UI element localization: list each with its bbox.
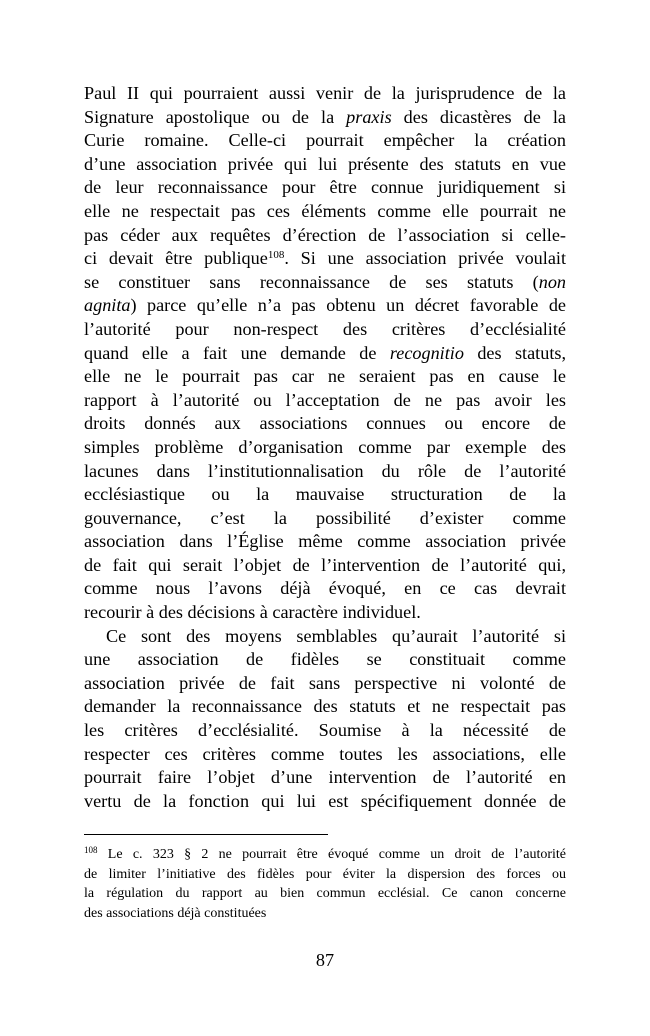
text-line bbox=[84, 601, 566, 625]
text-line bbox=[84, 82, 566, 106]
text-line bbox=[84, 695, 566, 719]
text-run: pas céder aux requêtes d’érection de l’association si celle- bbox=[84, 224, 566, 245]
text-run: Ce sont des moyens semblables qu’aurait l’autorité si bbox=[106, 625, 566, 646]
text-line bbox=[84, 577, 566, 601]
text-line bbox=[84, 247, 566, 271]
text-run: respecter ces critères comme toutes les associations, elle bbox=[84, 743, 566, 764]
text-line bbox=[84, 106, 566, 130]
text-run: une association de fidèles se constituait comme bbox=[84, 649, 566, 670]
text-line bbox=[84, 200, 566, 224]
italic-term: non bbox=[538, 271, 566, 292]
text-run: de fait qui serait l’objet de l’intervention de l’autorité qui, bbox=[84, 554, 566, 575]
text-run: d’une association privée qui lui présente des statuts en vue bbox=[84, 153, 566, 174]
text-run: l’autorité pour non-respect des critères d’ecclésialité bbox=[84, 318, 566, 339]
footnote bbox=[84, 845, 566, 923]
text-line bbox=[84, 176, 566, 200]
footnote-line bbox=[84, 904, 566, 924]
text-line bbox=[84, 342, 566, 366]
text-line bbox=[84, 436, 566, 460]
text-line bbox=[84, 790, 566, 814]
text-line bbox=[84, 672, 566, 696]
italic-term: recognitio bbox=[389, 342, 464, 363]
text-line bbox=[84, 460, 566, 484]
text-run: de leur reconnaissance pour être connue juridiquement si bbox=[84, 177, 566, 198]
footnote-separator bbox=[84, 834, 328, 835]
text-line bbox=[84, 129, 566, 153]
italic-term: agnita bbox=[84, 295, 131, 316]
text-run: ci devait être publique bbox=[84, 248, 268, 269]
text-run: recourir à des décisions à caractère individuel. bbox=[84, 602, 421, 623]
text-run: association dans l’Église même comme association privée bbox=[84, 531, 566, 552]
text-run: lacunes dans l’institutionnalisation du rôle de l’autorité bbox=[84, 460, 566, 481]
text-run: ecclésiastique ou la mauvaise structuration de la bbox=[84, 484, 566, 505]
text-line bbox=[84, 554, 566, 578]
text-line bbox=[84, 483, 566, 507]
text-run: pourrait faire l’objet d’une intervention de l’autorité en bbox=[84, 767, 566, 788]
text-run: Signature apostolique ou de la bbox=[84, 106, 347, 127]
text-line bbox=[84, 271, 566, 295]
text-run: . Si une association privée voulait bbox=[284, 248, 566, 269]
text-run: vertu de la fonction qui lui est spécifiquement donnée de bbox=[84, 790, 566, 811]
text-line bbox=[84, 294, 566, 318]
text-line bbox=[84, 530, 566, 554]
text-run: Curie romaine. Celle-ci pourrait empêcher la création bbox=[84, 130, 566, 151]
footnote-line bbox=[84, 884, 566, 904]
text-run: des statuts, bbox=[463, 342, 566, 363]
text-run: gouvernance, c’est la possibilité d’exister comme bbox=[84, 507, 566, 528]
text-run: des dicastères de la bbox=[391, 106, 566, 127]
text-line bbox=[84, 743, 566, 767]
footnote-text: des associations déjà constituées bbox=[84, 905, 267, 921]
text-run: droits donnés aux associations connues ou encore de bbox=[84, 413, 566, 434]
text-run: simples problème d’organisation comme par exemple des bbox=[84, 436, 566, 457]
text-line bbox=[84, 412, 566, 436]
footnote-reference: 108 bbox=[267, 249, 285, 262]
text-line bbox=[84, 224, 566, 248]
page-number: 87 bbox=[315, 950, 335, 970]
body-text bbox=[84, 82, 566, 813]
text-run: association privée de fait sans perspective ni volonté de bbox=[84, 672, 566, 693]
text-run: comme nous l’avons déjà évoqué, en ce cas devrait bbox=[84, 578, 566, 599]
footnote-text: de limiter l’initiative des fidèles pour éviter la dispersion des forces ou bbox=[84, 866, 566, 882]
text-run: les critères d’ecclésialité. Soumise à la nécessité de bbox=[84, 720, 566, 741]
text-run: Paul II qui pourraient aussi venir de la jurisprudence de la bbox=[84, 83, 566, 103]
text-line bbox=[84, 365, 566, 389]
footnote-number: 108 bbox=[84, 845, 98, 855]
text-line bbox=[84, 507, 566, 531]
text-run: quand elle a fait une demande de bbox=[84, 342, 390, 363]
text-run: se constituer sans reconnaissance de ses statuts ( bbox=[84, 271, 539, 292]
text-run: ) parce qu’elle n’a pas obtenu un décret favorable de bbox=[130, 295, 566, 316]
text-line bbox=[84, 153, 566, 177]
footnote-text: la régulation du rapport au bien commun ecclésial. Ce canon concerne bbox=[84, 886, 566, 901]
text-line bbox=[84, 318, 566, 342]
text-line bbox=[84, 719, 566, 743]
text-run: elle ne le pourrait pas car ne seraient pas en cause le bbox=[84, 366, 566, 387]
text-line bbox=[84, 625, 566, 649]
text-run: rapport à l’autorité ou l’acceptation de ne pas avoir les bbox=[84, 389, 566, 410]
footnote-line bbox=[84, 865, 566, 885]
text-line bbox=[84, 766, 566, 790]
text-line bbox=[84, 648, 566, 672]
text-run: elle ne respectait pas ces éléments comme elle pourrait ne bbox=[84, 200, 566, 221]
text-run: demander la reconnaissance des statuts et ne respectait pas bbox=[84, 696, 566, 717]
text-line bbox=[84, 389, 566, 413]
italic-term: praxis bbox=[346, 106, 392, 127]
footnote-text: Le c. 323 § 2 ne pourrait être évoqué comme un droit de l’autorité bbox=[97, 847, 566, 862]
footnote-line bbox=[84, 845, 566, 865]
